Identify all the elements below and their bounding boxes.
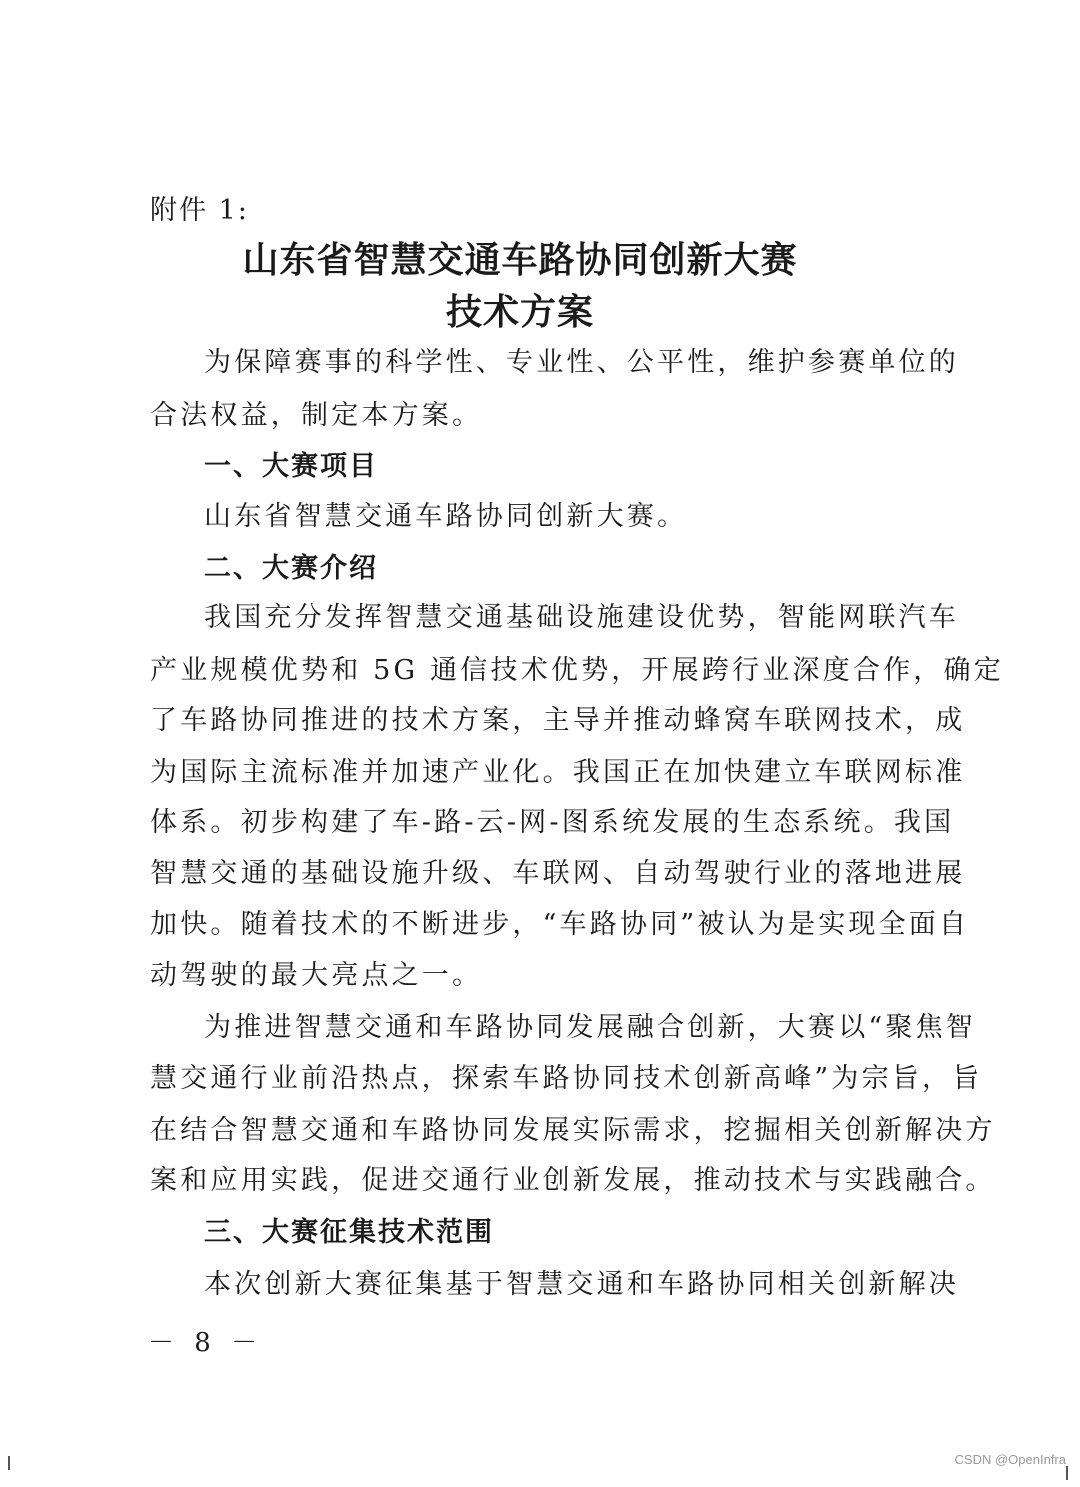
section-1-body: 山东省智慧交通车路协同创新大赛。 [204,501,688,532]
page-number: － 8 － [148,1328,264,1358]
section-1-title: 大赛项目 [262,451,378,482]
intro-line-1: 为保障赛事的科学性、专业性、公平性，维护参赛单位的 [204,347,959,378]
section-2-para-1-line-1: 我国充分发挥智慧交通基础设施建设优势，智能网联汽车 [204,602,959,633]
csdn-watermark: CSDN @OpenInfra [954,1452,1066,1467]
intro-line-2: 合法权益，制定本方案。 [150,400,483,431]
section-2-para-2-line-4: 案和应用实践，促进交通行业创新发展，推动技术与实践融合。 [150,1165,996,1196]
section-2-para-2-line-3: 在结合智慧交通和车路协同发展实际需求，挖掘相关创新解决方 [150,1115,996,1146]
document-title-line-1: 山东省智慧交通车路协同创新大赛 [242,240,798,281]
scan-edge-mark-left [8,1456,10,1470]
section-2-para-1-line-4: 为国际主流标准并加速产业化。我国正在加快建立车联网标准 [150,757,966,788]
section-3-heading [204,1210,494,1249]
section-2-heading [204,546,378,585]
section-1-number: 一、 [204,451,262,482]
section-2-para-1-line-6: 智慧交通的基础设施升级、车联网、自动驾驶行业的落地进展 [150,858,966,889]
section-2-title: 大赛介绍 [262,553,378,584]
section-2-para-1-line-8: 动驾驶的最大亮点之一。 [150,960,483,991]
document-title-line-2: 技术方案 [445,292,594,333]
section-2-number: 二、 [204,553,262,584]
section-3-body: 本次创新大赛征集基于智慧交通和车路协同相关创新解决 [204,1269,959,1300]
section-2-para-1-line-7: 加快。随着技术的不断进步，“车路协同”被认为是实现全面自 [150,909,970,940]
section-2-para-2-line-2: 慧交通行业前沿热点，探索车路协同技术创新高峰”为宗旨，旨 [150,1063,983,1094]
attachment-label: 附件 1: [150,195,249,226]
section-2-para-1-line-5: 体系。初步构建了车-路-云-网-图系统发展的生态系统。我国 [150,807,955,838]
scan-edge-mark-right [1066,1466,1068,1480]
section-3-number: 三、 [204,1217,262,1248]
section-2-para-1-line-3: 了车路协同推进的技术方案，主导并推动蜂窝车联网技术，成 [150,705,966,736]
section-2-para-1-line-2: 产业规模优势和 5G 通信技术优势，开展跨行业深度合作，确定 [150,655,1004,686]
section-3-title: 大赛征集技术范围 [262,1217,494,1248]
section-2-para-2-line-1: 为推进智慧交通和车路协同发展融合创新，大赛以“聚焦智 [204,1012,977,1043]
section-1-heading [204,444,378,483]
